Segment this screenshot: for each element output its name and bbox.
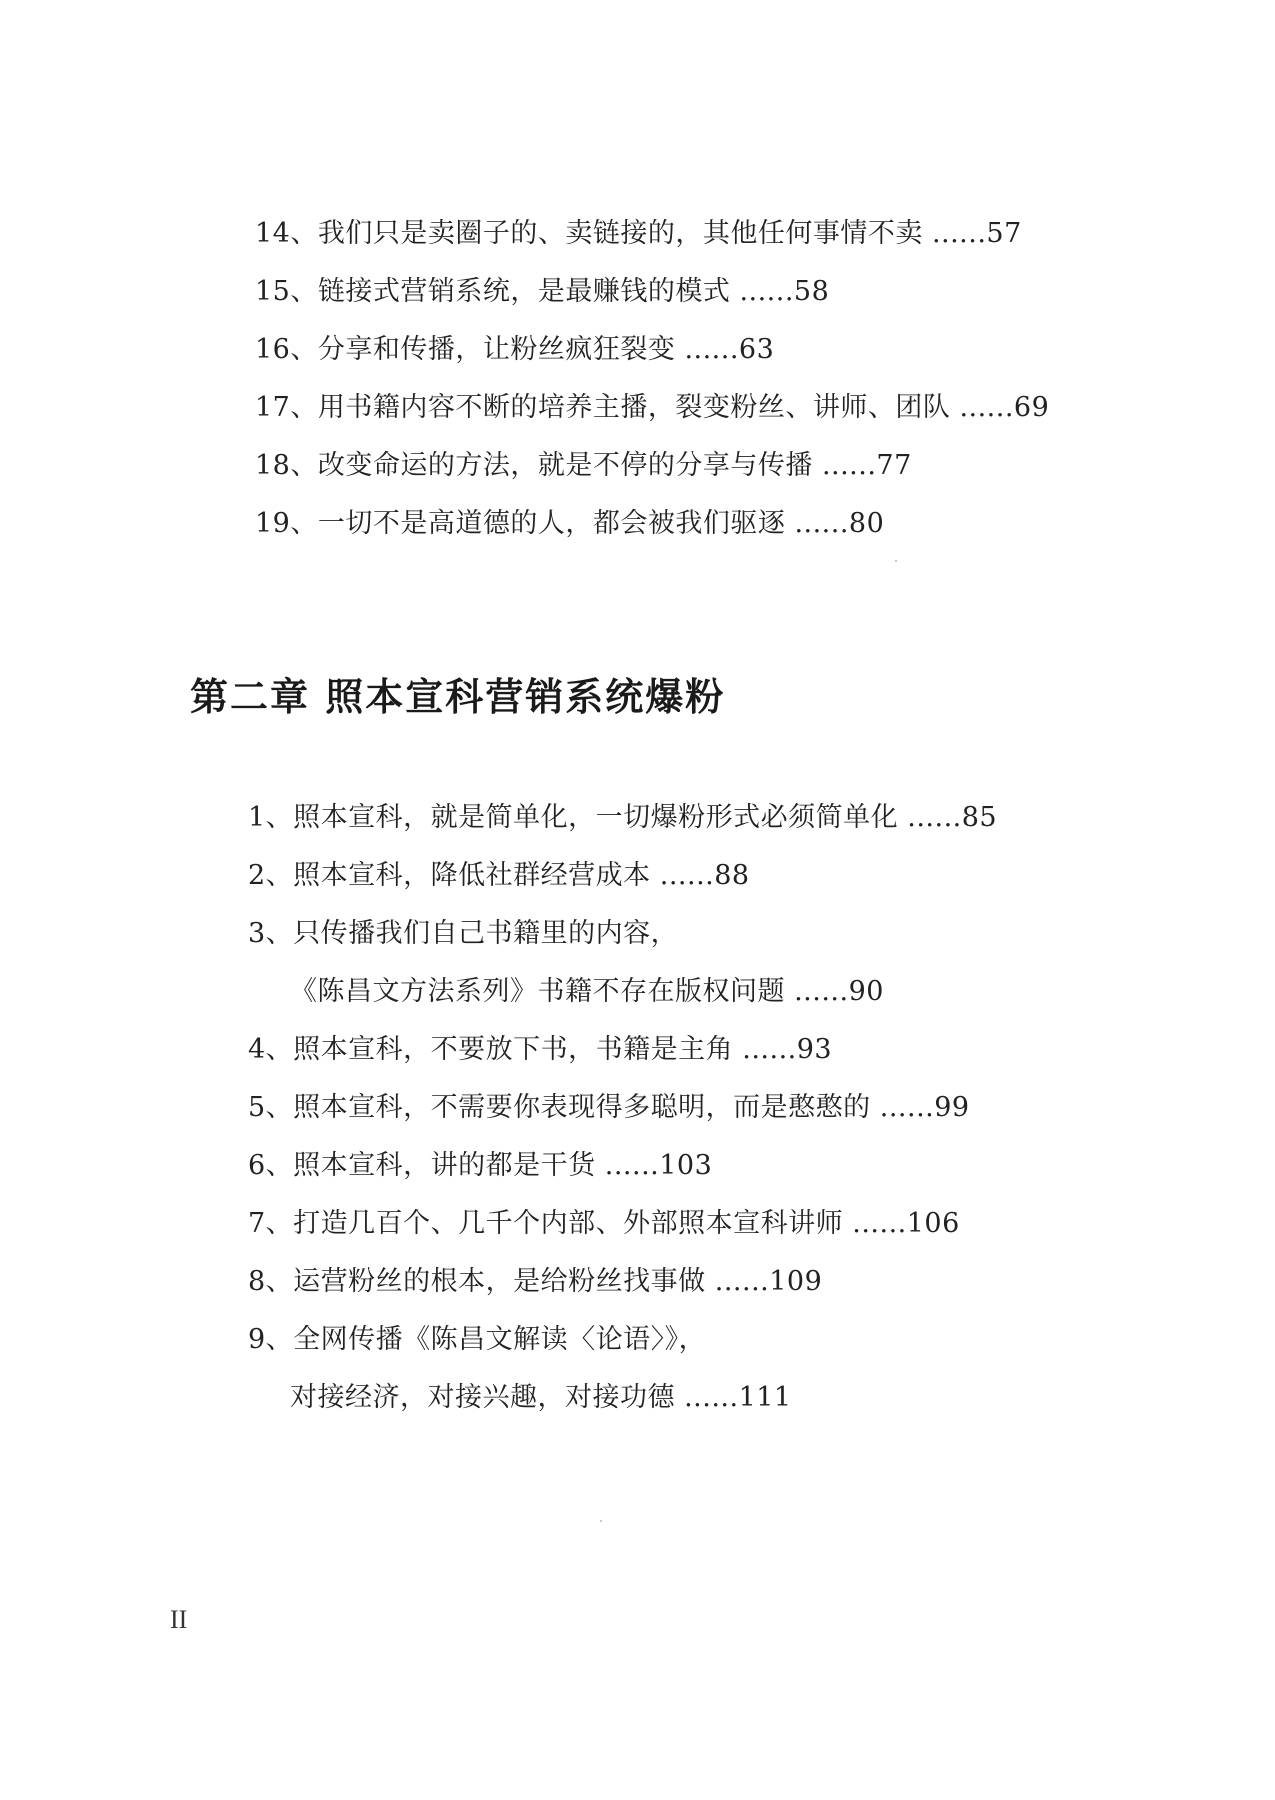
toc-entry: 6、照本宣科，讲的都是干货 ......103 xyxy=(248,1150,713,1181)
toc-entry: 8、运营粉丝的根本，是给粉丝找事做 ......109 xyxy=(248,1266,823,1297)
toc-entry: 15、链接式营销系统，是最赚钱的模式 ......58 xyxy=(255,276,830,307)
toc-entry-continuation: 《陈昌文方法系列》书籍不存在版权问题 ......90 xyxy=(290,976,884,1007)
page-number: II xyxy=(170,1605,188,1634)
toc-entry: 5、照本宣科，不需要你表现得多聪明，而是憨憨的 ......99 xyxy=(248,1092,970,1123)
toc-entry: 4、照本宣科，不要放下书，书籍是主角 ......93 xyxy=(248,1034,833,1065)
toc-entry: 1、照本宣科，就是简单化，一切爆粉形式必须简单化 ......85 xyxy=(248,802,998,833)
toc-entry: 19、一切不是高道德的人，都会被我们驱逐 ......80 xyxy=(255,508,885,539)
toc-entry: 17、用书籍内容不断的培养主播，裂变粉丝、讲师、团队 ......69 xyxy=(255,392,1050,423)
scan-speck xyxy=(600,1520,602,1522)
toc-entry: 18、改变命运的方法，就是不停的分享与传播 ......77 xyxy=(255,450,912,481)
toc-entry: 14、我们只是卖圈子的、卖链接的，其他任何事情不卖 ......57 xyxy=(255,218,1022,249)
chapter-title: 第二章 照本宣科营销系统爆粉 xyxy=(190,675,726,719)
toc-entry-continuation: 对接经济，对接兴趣，对接功德 ......111 xyxy=(290,1382,792,1413)
toc-entry: 3、只传播我们自己书籍里的内容， xyxy=(248,918,679,949)
toc-entry: 7、打造几百个、几千个内部、外部照本宣科讲师 ......106 xyxy=(248,1208,960,1239)
toc-entry: 16、分享和传播，让粉丝疯狂裂变 ......63 xyxy=(255,334,775,365)
scan-speck xyxy=(895,560,897,562)
toc-entry: 2、照本宣科，降低社群经营成本 ......88 xyxy=(248,860,750,891)
toc-entry: 9、全网传播《陈昌文解读〈论语〉》， xyxy=(248,1324,707,1355)
